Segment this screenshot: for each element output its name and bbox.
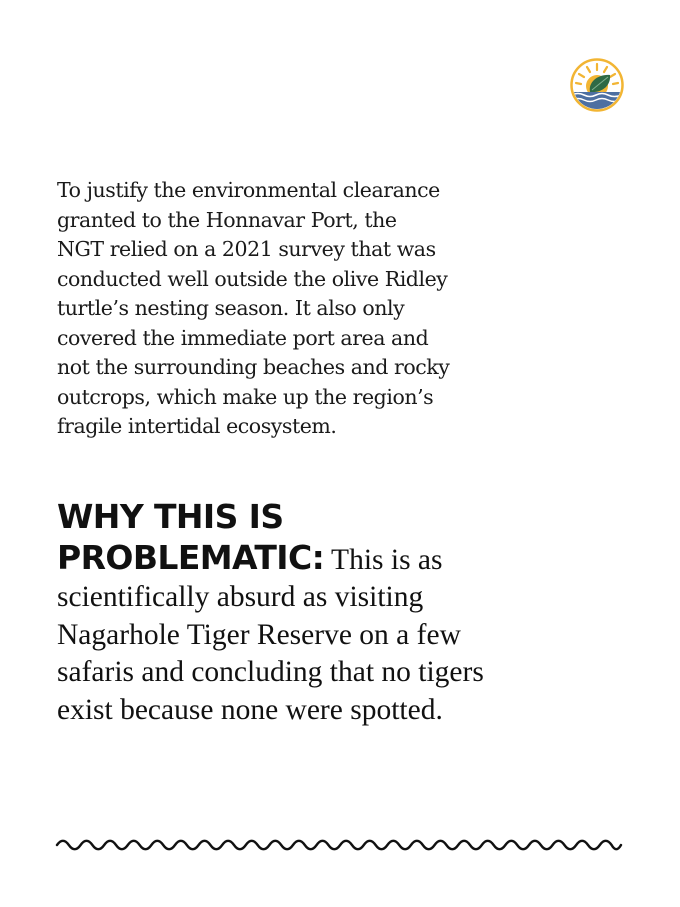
callout-heading-line-1: WHY THIS IS [57, 497, 284, 536]
intro-line: fragile intertidal ecosystem. [57, 414, 337, 438]
callout-body-line: Nagarhole Tiger Reserve on a few [57, 618, 461, 651]
intro-line: covered the immediate port area and [57, 325, 429, 350]
organization-logo-icon [570, 58, 624, 112]
callout-paragraph [57, 498, 557, 729]
callout-body-line: safaris and concluding that no tigers [57, 656, 484, 688]
callout-heading-line-2: PROBLEMATIC: [57, 537, 325, 577]
intro-line: not the surrounding beaches and rocky [57, 355, 450, 379]
intro-paragraph [57, 176, 527, 442]
callout-body-line: scientifically absurd as visiting [57, 581, 424, 613]
wavy-divider-icon [55, 834, 625, 856]
intro-line: turtle’s nesting season. It also only [57, 296, 405, 320]
intro-line: granted to the Honnavar Port, the [57, 207, 397, 232]
intro-line: conducted well outside the olive Ridley [57, 266, 448, 291]
callout-body-line: This is as [331, 543, 443, 576]
intro-line: outcrops, which make up the region’s [57, 384, 434, 409]
intro-line: NGT relied on a 2021 survey that was [57, 237, 436, 261]
intro-line: To justify the environmental clearance [57, 178, 440, 202]
callout-body-line: exist because none were spotted. [57, 693, 443, 726]
